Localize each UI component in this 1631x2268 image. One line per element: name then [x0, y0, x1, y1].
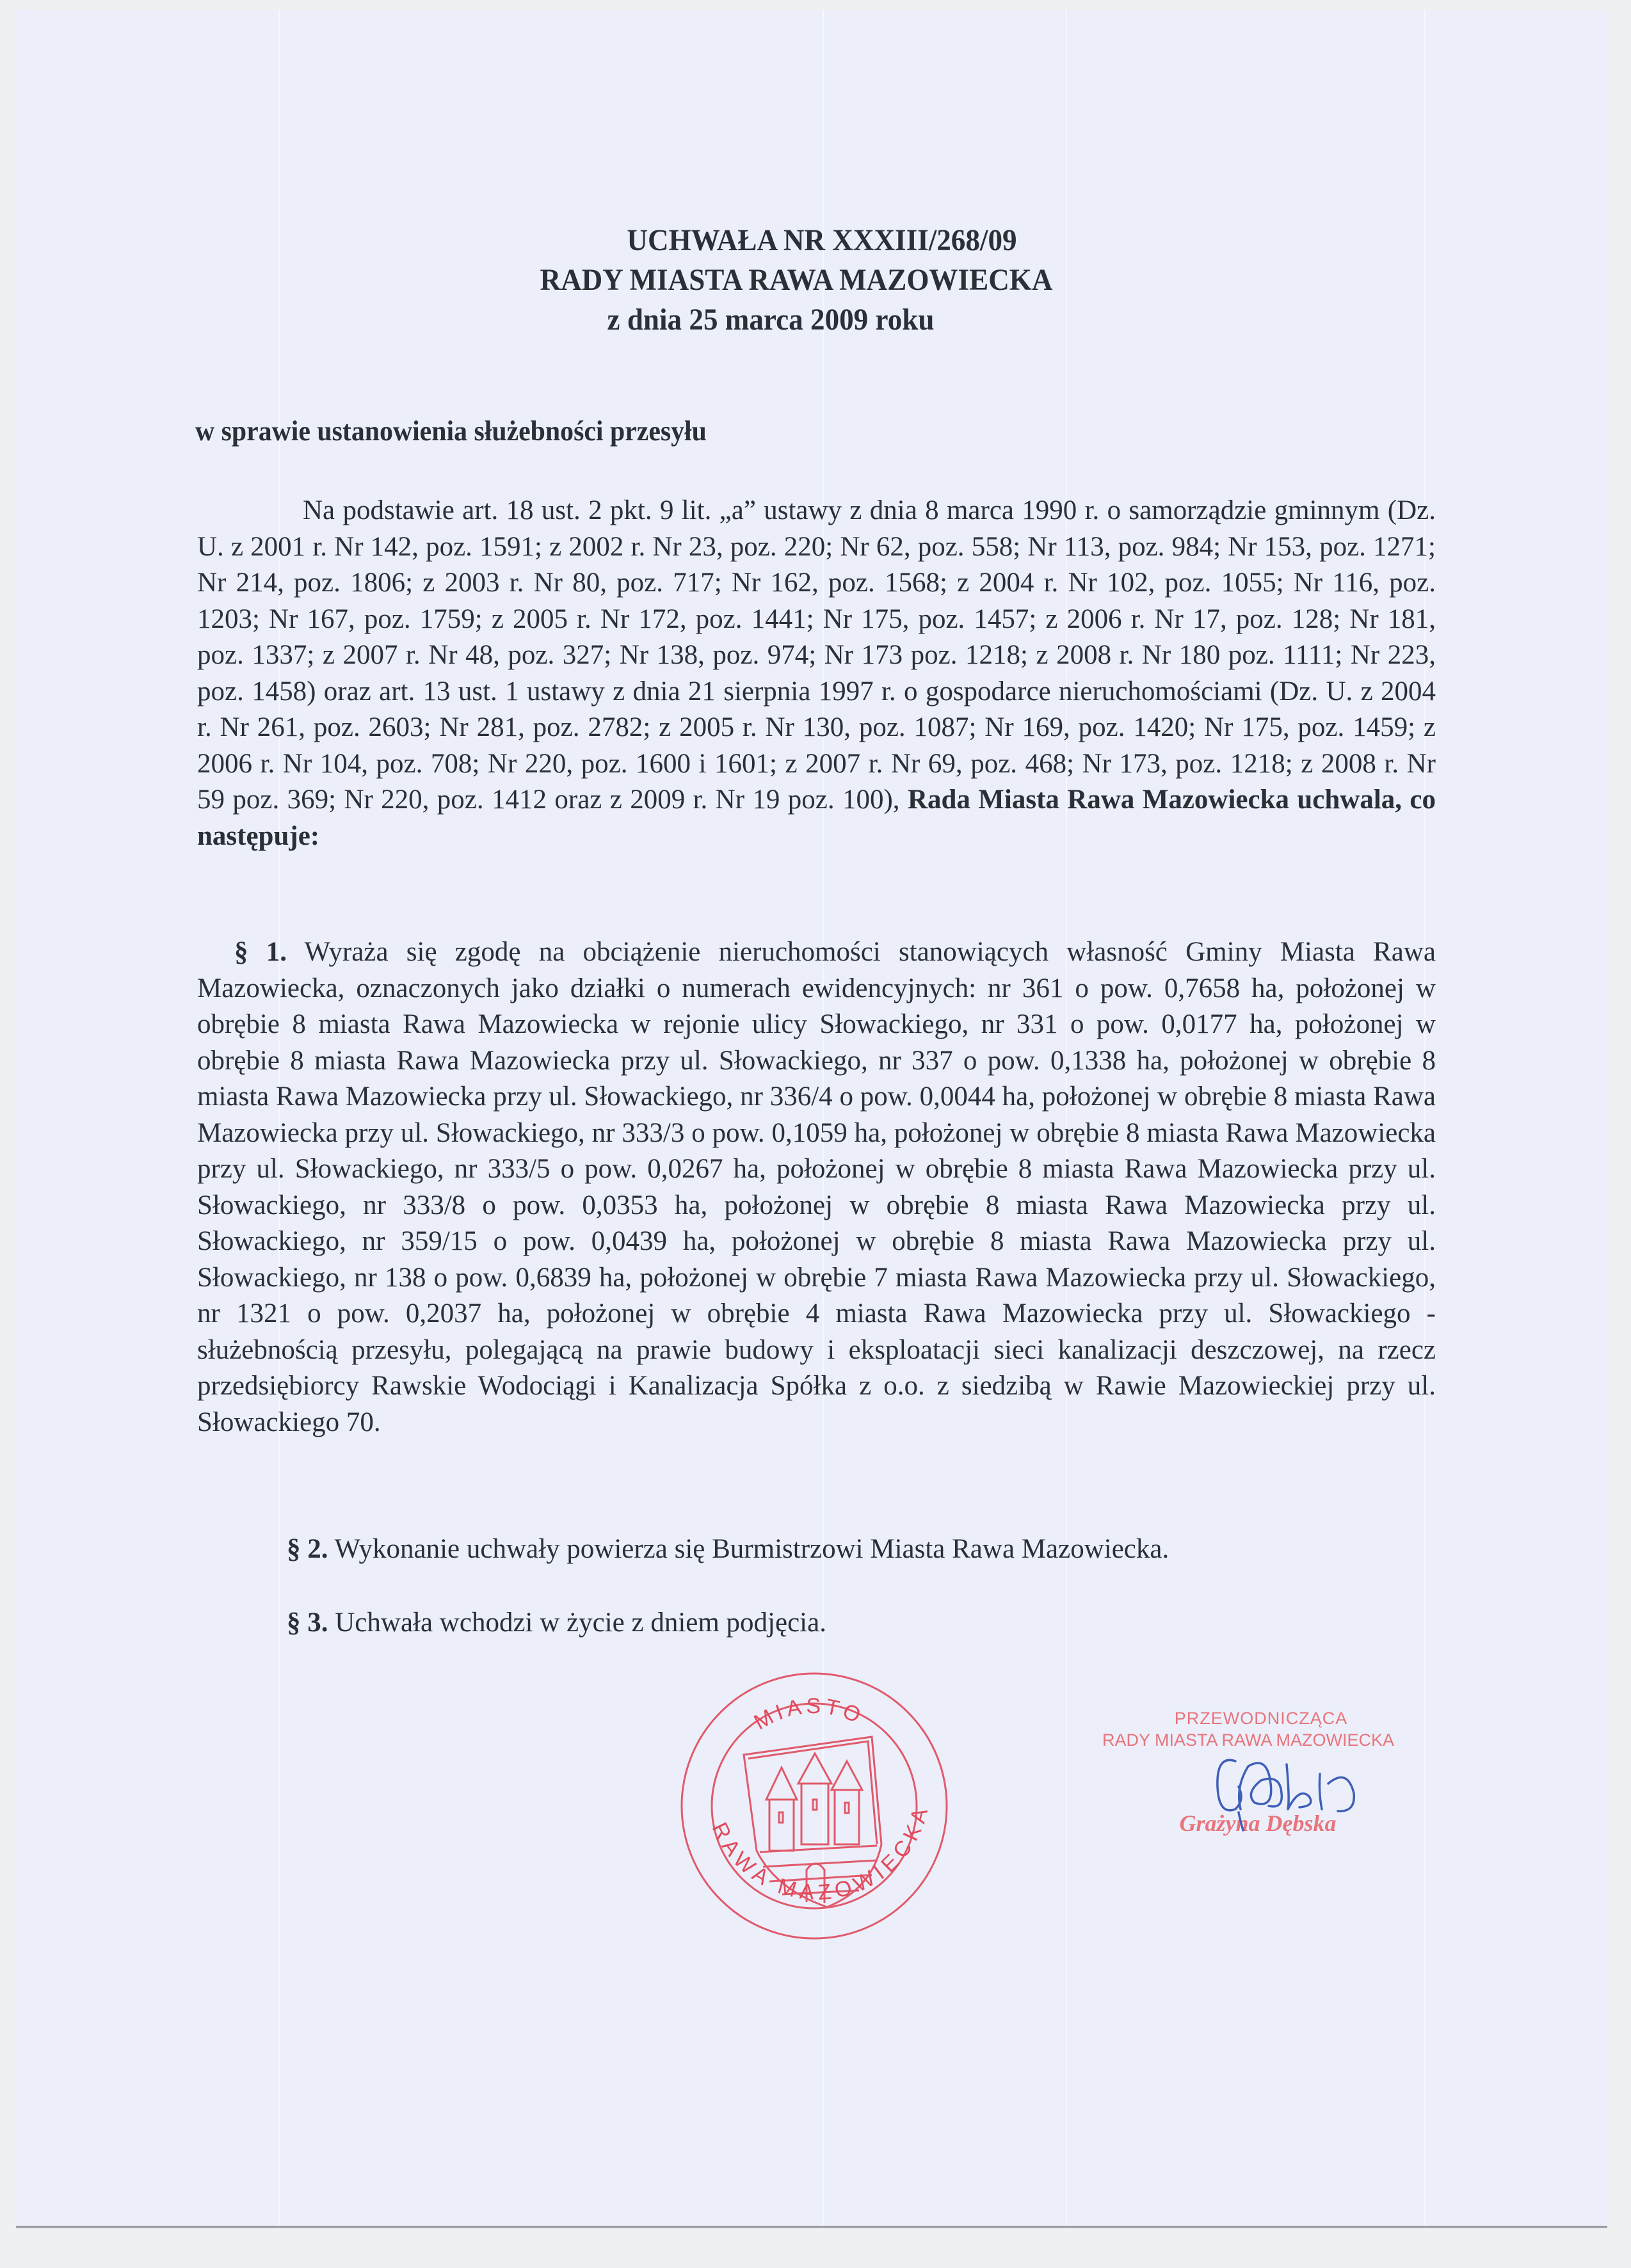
paragraph-label: § 1.	[234, 937, 287, 967]
resolution-date: z dnia 25 marca 2009 roku	[607, 303, 935, 337]
svg-text:MIASTO	[750, 1694, 868, 1735]
chairperson-role-line1: PRZEWODNICZĄCA	[1174, 1709, 1348, 1728]
handwritten-signature-icon	[1210, 1748, 1363, 1832]
city-seal-stamp	[673, 1665, 955, 1947]
council-name: RADY MIASTA RAWA MAZOWIECKA	[540, 263, 1053, 297]
paragraph-text: Wykonanie uchwały powierza się Burmistrzowi Miasta Rawa Mazowiecka.	[334, 1534, 1169, 1564]
paragraph-label: § 2.	[287, 1534, 328, 1564]
seal-bottom-text: RAWA MAZOWIECKA	[707, 1800, 935, 1905]
paragraph-1	[197, 934, 1436, 1441]
svg-text:RAWA MAZOWIECKA	[707, 1801, 935, 1905]
resolution-subject: w sprawie ustanowienia służebności przesyłu	[195, 415, 707, 447]
preamble-text: Na podstawie art. 18 ust. 2 pkt. 9 lit. „a” ustawy z dnia 8 marca 1990 r. o samorządzie gminnym (Dz. U. z 2001 r. Nr 142, poz. 1591; z 2002 r. Nr 23, poz. 220; Nr 62, poz. 558; Nr 113, poz. 984; Nr 153, poz. 1271; Nr 214, poz. 1806; z 2003 r. Nr 80, poz. 717; Nr 162, poz. 1568; z 2004 r. Nr 102, poz. 1055; Nr 116, poz. 1203; Nr 167, poz. 1759; z 2005 r. Nr 172, poz. 1441; Nr 175, poz. 1457; z 2006 r. Nr 17, poz. 128; Nr 181, poz. 1337; z 2007 r. Nr 48, poz. 327; Nr 138, poz. 974; Nr 173 poz. 1218; z 2008 r. Nr 180 poz. 1111; Nr 223, poz. 1458) oraz art. 13 ust. 1 ustawy z dnia 21 sierpnia 1997 r. o gospodarce nieruchomościami (Dz. U. z 2004 r. Nr 261, poz. 2603; Nr 281, poz. 2782; z 2005 r. Nr 130, poz. 1087; Nr 169, poz. 1420; Nr 175, poz. 1459; z 2006 r. Nr 104, poz. 708; Nr 220, poz. 1600 i 1601; z 2007 r. Nr 69, poz. 468; Nr 173, poz. 1218; z 2008 r. Nr 59 poz. 369; Nr 220, poz. 1412 oraz z 2009 r. Nr 19 poz. 100),	[197, 495, 1436, 815]
paragraph-text: Wyraża się zgodę na obciążenie nieruchomości stanowiących własność Gminy Miasta Rawa Mazowiecka, oznaczonych jako działki o numerach ewidencyjnych: nr 361 o pow. 0,7658 ha, położonej w obrębie 8 miasta Rawa Mazowiecka w rejonie ulicy Słowackiego, nr 331 o pow. 0,0177 ha, położonej w obrębie 8 miasta Rawa Mazowiecka przy ul. Słowackiego, nr 337 o pow. 0,1338 ha, położonej w obrębie 8 miasta Rawa Mazowiecka przy ul. Słowackiego, nr 336/4 o pow. 0,0044 ha, położonej w obrębie 8 miasta Rawa Mazowiecka przy ul. Słowackiego, nr 333/3 o pow. 0,1059 ha, położonej w obrębie 8 miasta Rawa Mazowiecka przy ul. Słowackiego, nr 333/5 o pow. 0,0267 ha, położonej w obrębie 8 miasta Rawa Mazowiecka przy ul. Słowackiego, nr 333/8 o pow. 0,0353 ha, położonej w obrębie 8 miasta Rawa Mazowiecka przy ul. Słowackiego, nr 359/15 o pow. 0,0439 ha, położonej w obrębie 8 miasta Rawa Mazowiecka przy ul. Słowackiego, nr 138 o pow. 0,6839 ha, położonej w obrębie 7 miasta Rawa Mazowiecka przy ul. Słowackiego, nr 1321 o pow. 0,2037 ha, położonej w obrębie 4 miasta Rawa Mazowiecka przy ul. Słowackiego - służebnością przesyłu, polegającą na prawie budowy i eksploatacji sieci kanalizacji deszczowej, na rzecz przedsiębiorcy Rawskie Wodociągi i Kanalizacja Spółka z o.o. z siedzibą w Rawie Mazowieckiej przy ul. Słowackiego 70.	[197, 937, 1436, 1437]
chairperson-name: Grażyna Dębska	[1179, 1810, 1337, 1836]
paragraph-2	[197, 1531, 1436, 1568]
preamble-enactment-formula: Rada Miasta Rawa Mazowiecka uchwala, co następuje:	[197, 785, 1436, 851]
city-seal-icon	[673, 1665, 955, 1947]
legal-basis-preamble	[197, 493, 1436, 854]
paragraph-3	[197, 1605, 1436, 1641]
seal-top-text: MIASTO	[750, 1693, 868, 1735]
chairperson-role-line2: RADY MIASTA RAWA MAZOWIECKA	[1102, 1730, 1395, 1750]
paragraph-text: Uchwała wchodzi w życie z dniem podjęcia.	[335, 1608, 826, 1638]
resolution-number: UCHWAŁA NR XXXIII/268/09	[627, 223, 1017, 257]
resolution-header	[0, 221, 1631, 340]
paragraph-label: § 3.	[287, 1608, 328, 1638]
